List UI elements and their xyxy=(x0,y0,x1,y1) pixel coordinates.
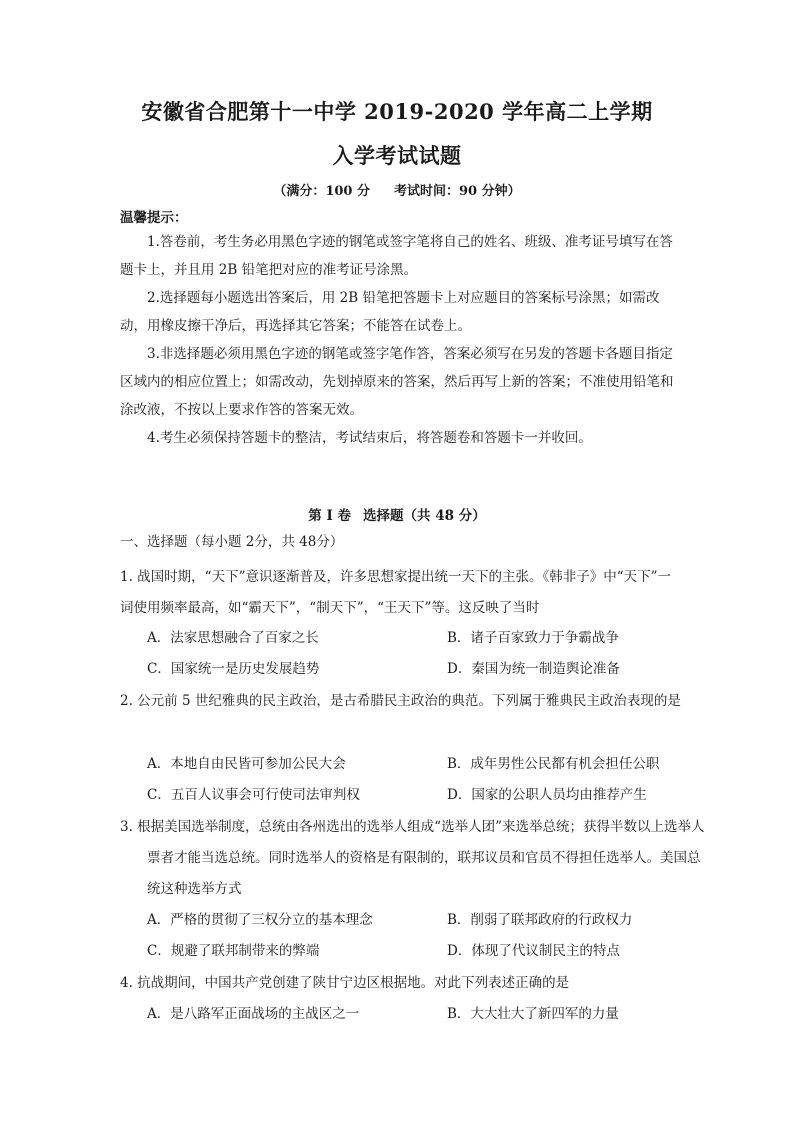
question-stem: 1. 战国时期，“天下”意识逐渐普及，许多思想家提出统一天下的主张。《韩非子》中“天下”一词使用频率最高，如“霸天下”，“制天下”，“王天下”等。这反映了当时 xyxy=(120,569,672,616)
tip-item: 1.答卷前，考生务必用黑色字迹的钢笔或签字笔将自己的姓名、班级、准考证号填写在答题卡上，并且用 2B 铅笔把对应的准考证号涂黑。 xyxy=(120,234,673,278)
tips-title: 温馨提示： xyxy=(120,210,188,226)
tip-item: 4.考生必须保持答题卡的整洁，考试结束后，将答题卷和答题卡一并收回。 xyxy=(147,430,592,446)
option-c: C．五百人议事会可行使司法审判权 xyxy=(147,787,360,803)
option-d: D．国家的公职人员均由推荐产生 xyxy=(447,787,647,803)
exam-meta xyxy=(0,180,794,199)
exam-time: 考试时间：90 分钟） xyxy=(394,184,521,199)
exam-subtitle: 入学考试试题 xyxy=(332,143,462,168)
option-b: B．诸子百家致力于争霸战争 xyxy=(447,630,619,646)
option-b: B．大大壮大了新四军的力量 xyxy=(447,1006,619,1022)
option-a: A．本地自由民皆可参加公民大会 xyxy=(147,756,346,772)
section-heading xyxy=(0,504,794,524)
option-c: C．国家统一是历史发展趋势 xyxy=(147,661,320,677)
option-d: D．体现了代议制民主的特点 xyxy=(447,943,620,959)
question-stem: 4. 抗战期间，中国共产党创建了陕甘宁边区根据地。对此下列表述正确的是 xyxy=(120,975,570,991)
question-stem: 2. 公元前 5 世纪雅典的民主政治，是古希腊民主政治的典范。下列属于雅典民主政治表现的是 xyxy=(120,693,681,709)
option-a: A．严格的贯彻了三权分立的基本理念 xyxy=(147,912,373,928)
option-b: B．削弱了联邦政府的行政权力 xyxy=(447,912,633,928)
option-a: A．法家思想融合了百家之长 xyxy=(147,630,319,646)
option-a: A．是八路军正面战场的主战区之一 xyxy=(147,1006,360,1022)
section-volume: 第 Ⅰ 卷 xyxy=(308,508,352,524)
tip-item: 2.选择题每小题选出答案后，用 2B 铅笔把答题卡上对应题目的答案标号涂黑；如需改动，用橡皮擦干净后，再选择其它答案；不能答在试卷上。 xyxy=(120,290,660,334)
part-title: 一、选择题（每小题 2分，共 48分） xyxy=(120,534,344,550)
option-b: B．成年男性公民都有机会担任公职 xyxy=(447,756,660,772)
full-score: （满分：100 分 xyxy=(273,184,371,199)
exam-title: 安徽省合肥第十一中学 2019-2020 学年高二上学期 xyxy=(141,99,653,124)
option-c: C．规避了联邦制带来的弊端 xyxy=(147,943,320,959)
question-stem: 3. 根据美国选举制度，总统由各州选出的选举人组成“选举人团”来选举总统；获得半数以上选举人票者才能当选总统。同时选举人的资格是有限制的，联邦议员和官员不得担任选举人。美国总统这种选举方式 xyxy=(120,819,705,897)
tip-item: 3.非选择题必须用黑色字迹的钢笔或签字笔作答，答案必须写在另发的答题卡各题目指定区域内的相应位置上；如需改动，先划掉原来的答案，然后再写上新的答案；不准使用铅笔和涂改液，不按以上要求作答的答案无效。 xyxy=(120,346,674,418)
option-d: D．秦国为统一制造舆论准备 xyxy=(447,661,620,677)
section-name: 选择题（共 48 分） xyxy=(363,508,486,524)
